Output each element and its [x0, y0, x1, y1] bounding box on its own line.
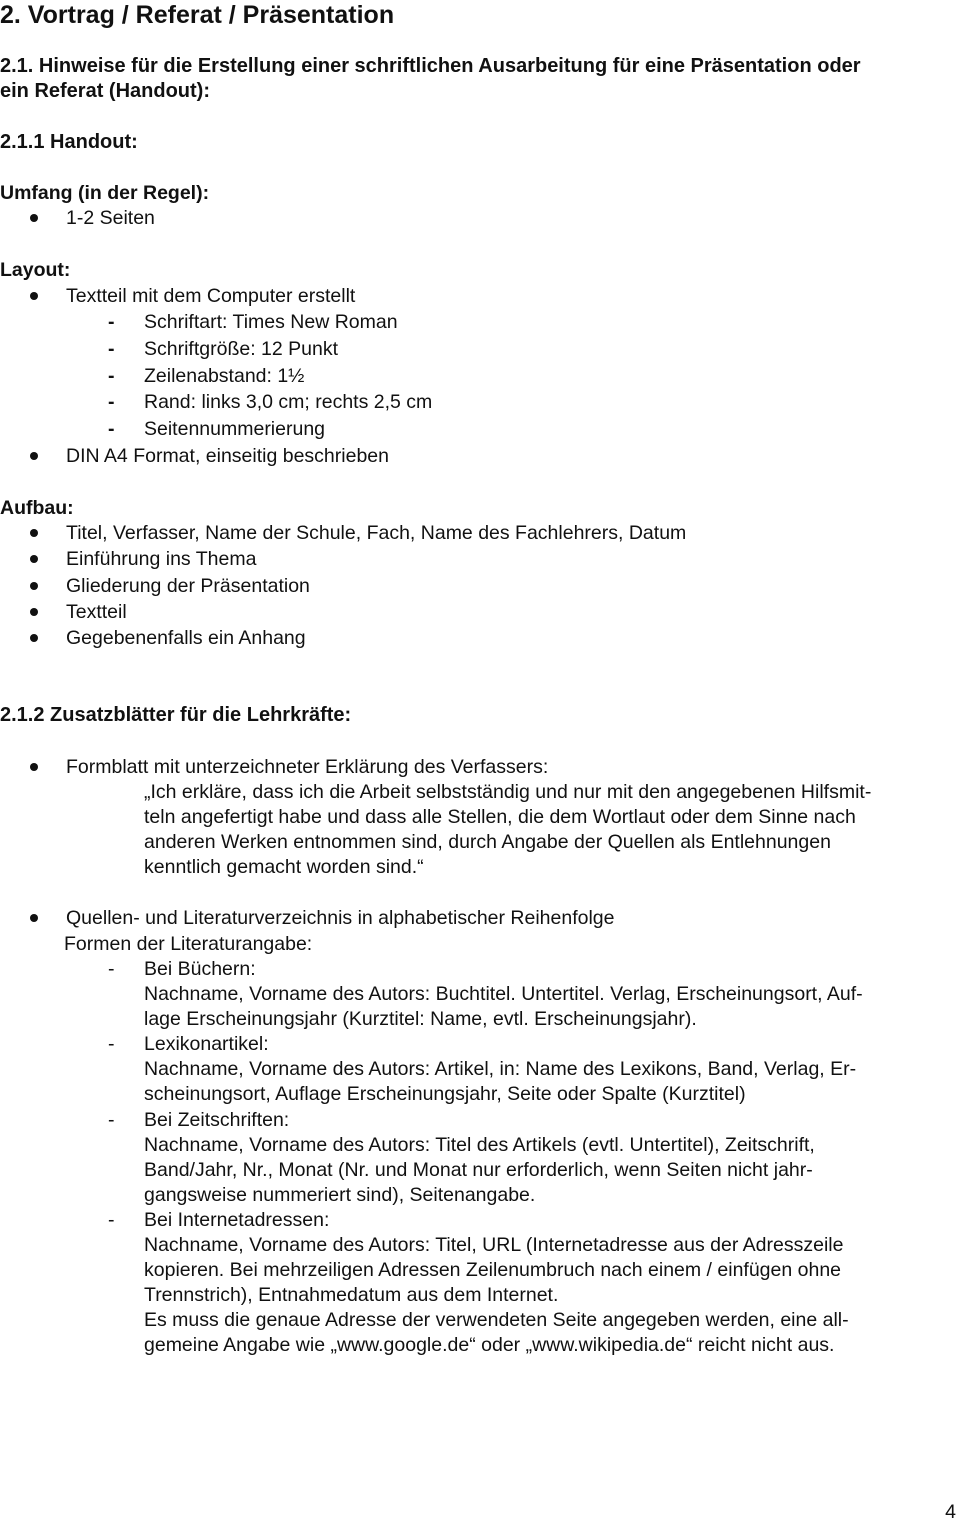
dash-marker: - [108, 1209, 115, 1231]
aufbau-item: Titel, Verfasser, Name der Schule, Fach, Name des Fachlehrers, Datum [66, 522, 687, 544]
bullet-icon [30, 763, 38, 771]
internet-line: Nachname, Vorname des Autors: Titel, URL (Internetadresse aus der Adresszeile [144, 1234, 844, 1256]
aufbau-item: Gegebenenfalls ein Anhang [66, 627, 306, 649]
internet-line: gemeine Angabe wie „www.google.de“ oder „www.wikipedia.de“ reicht nicht aus. [144, 1334, 835, 1356]
umfang-label: Umfang (in der Regel): [0, 182, 210, 204]
zeitschriften-label: Bei Zeitschriften: [144, 1109, 290, 1131]
layout-sub-item: Schriftgröße: 12 Punkt [144, 338, 339, 360]
bullet-icon [30, 555, 38, 563]
dash-marker: - [108, 1109, 115, 1131]
internet-label: Bei Internetadressen: [144, 1209, 330, 1231]
aufbau-item: Einführung ins Thema [66, 548, 257, 570]
zeitschriften-line: Band/Jahr, Nr., Monat (Nr. und Monat nur erforderlich, wenn Seiten nicht jahr- [144, 1159, 813, 1181]
erklaerung-line: anderen Werken entnommen sind, durch Angabe der Quellen als Entlehnungen [144, 831, 831, 853]
lexikon-label: Lexikonartikel: [144, 1033, 269, 1055]
dash-marker: - [108, 1033, 115, 1055]
dash-marker: - [108, 365, 115, 387]
bullet-icon [30, 634, 38, 642]
dash-marker: - [108, 418, 115, 440]
dash-marker: - [108, 311, 115, 333]
formen-label: Formen der Literaturangabe: [64, 933, 313, 955]
erklaerung-line: teln angefertigt habe und dass alle Stellen, die dem Wortlaut oder dem Sinne nach [144, 806, 856, 828]
buecher-line: Nachname, Vorname des Autors: Buchtitel. Untertitel. Verlag, Erscheinungsort, Auf- [144, 983, 863, 1005]
subheading-line-1: 2.1. Hinweise für die Erstellung einer schriftlichen Ausarbeitung für eine Präsentation oder [0, 55, 861, 77]
aufbau-item: Gliederung der Präsentation [66, 575, 310, 597]
layout-sub-item: Rand: links 3,0 cm; rechts 2,5 cm [144, 391, 433, 413]
internet-line: Trennstrich), Entnahmedatum aus dem Internet. [144, 1284, 559, 1306]
dash-marker: - [108, 338, 115, 360]
formblatt-item: Formblatt mit unterzeichneter Erklärung des Verfassers: [66, 756, 549, 778]
buecher-label: Bei Büchern: [144, 958, 256, 980]
bullet-icon [30, 914, 38, 922]
layout-label: Layout: [0, 259, 71, 281]
layout-sub-item: Zeilenabstand: 1½ [144, 365, 305, 387]
section-zusatz-title: 2.1.2 Zusatzblätter für die Lehrkräfte: [0, 704, 352, 726]
dash-marker: - [108, 391, 115, 413]
bullet-icon [30, 214, 38, 222]
lexikon-line: scheinungsort, Auflage Erscheinungsjahr, Seite oder Spalte (Kurztitel) [144, 1083, 746, 1105]
lexikon-line: Nachname, Vorname des Autors: Artikel, in: Name des Lexikons, Band, Verlag, Er- [144, 1058, 857, 1080]
internet-line: Es muss die genaue Adresse der verwendeten Seite angegeben werden, eine all- [144, 1309, 849, 1331]
aufbau-item: Textteil [66, 601, 127, 623]
bullet-icon [30, 292, 38, 300]
bullet-icon [30, 608, 38, 616]
erklaerung-line: kenntlich gemacht worden sind.“ [144, 856, 424, 878]
dash-marker: - [108, 958, 115, 980]
subheading-line-2: ein Referat (Handout): [0, 80, 210, 102]
umfang-item: 1-2 Seiten [66, 207, 155, 229]
buecher-line: lage Erscheinungsjahr (Kurztitel: Name, evtl. Erscheinungsjahr). [144, 1008, 697, 1030]
layout-sub-item: Seitennummerierung [144, 418, 326, 440]
bullet-icon [30, 582, 38, 590]
bullet-icon [30, 529, 38, 537]
page-title: 2. Vortrag / Referat / Präsentation [0, 1, 395, 29]
aufbau-label: Aufbau: [0, 497, 74, 519]
page-number: 4 [945, 1501, 956, 1523]
zeitschriften-line: gangsweise nummeriert sind), Seitenangabe. [144, 1184, 536, 1206]
layout-sub-item: Schriftart: Times New Roman [144, 311, 398, 333]
erklaerung-line: „Ich erkläre, dass ich die Arbeit selbstständig und nur mit den angegebenen Hilfsmit- [144, 781, 872, 803]
layout-item-1: Textteil mit dem Computer erstellt [66, 285, 356, 307]
section-handout-title: 2.1.1 Handout: [0, 131, 138, 153]
layout-item-2: DIN A4 Format, einseitig beschrieben [66, 445, 389, 467]
quellen-item: Quellen- und Literaturverzeichnis in alphabetischer Reihenfolge [66, 907, 615, 929]
internet-line: kopieren. Bei mehrzeiligen Adressen Zeilenumbruch nach einem / einfügen ohne [144, 1259, 842, 1281]
zeitschriften-line: Nachname, Vorname des Autors: Titel des Artikels (evtl. Untertitel), Zeitschrift, [144, 1134, 815, 1156]
bullet-icon [30, 452, 38, 460]
